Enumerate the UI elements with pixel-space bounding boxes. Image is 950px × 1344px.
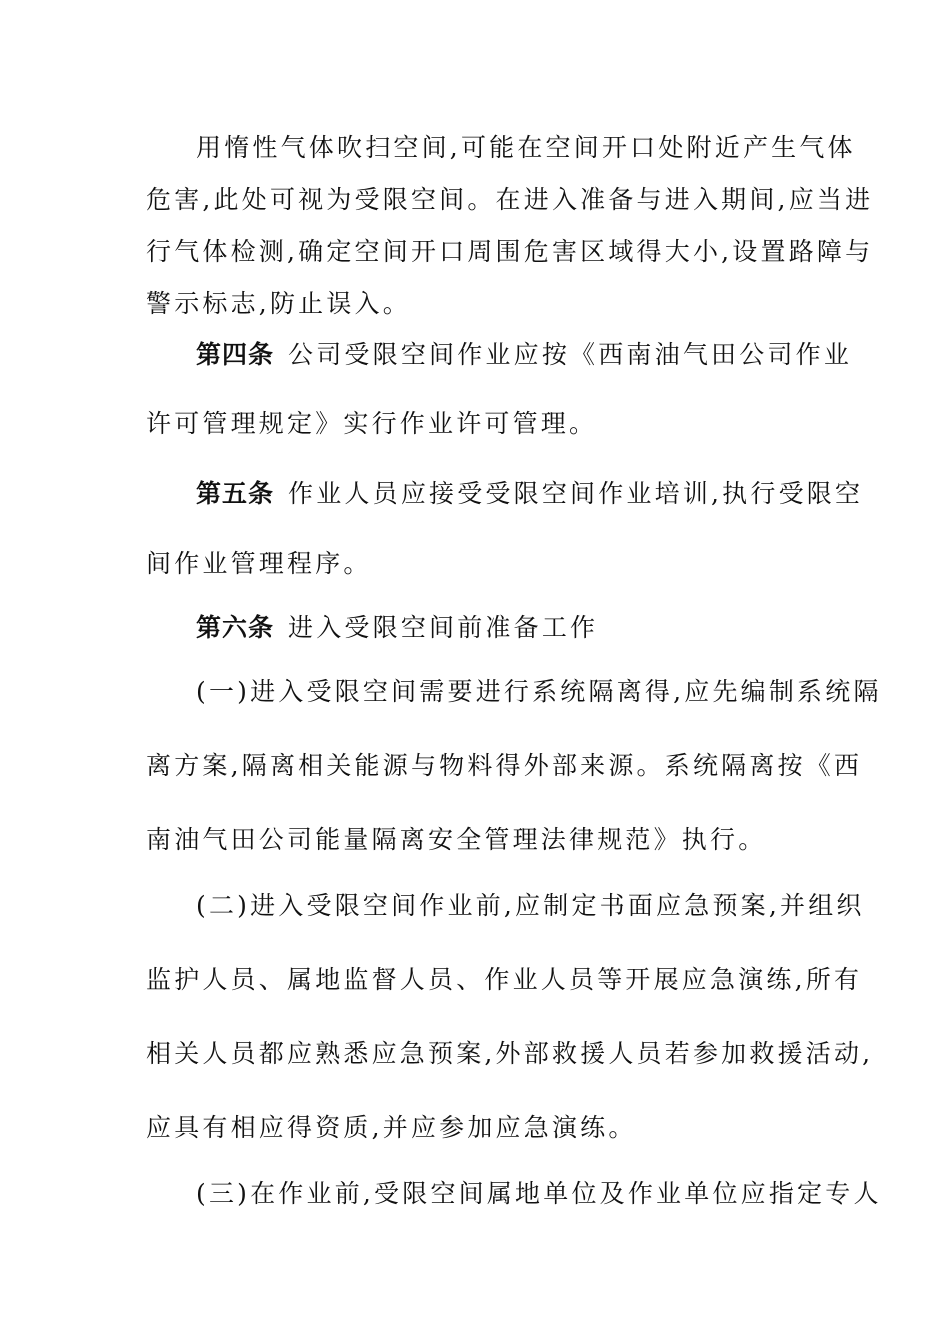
article-6-line bbox=[196, 611, 810, 645]
article-4-text: 公司受限空间作业应按《西南油气田公司作业 bbox=[288, 340, 853, 369]
paragraph-line: (二)进入受限空间作业前,应制定书面应急预案,并组织 bbox=[196, 891, 865, 920]
paragraph-line: 用惰性气体吹扫空间,可能在空间开口处附近产生气体 bbox=[196, 133, 856, 162]
paragraph-line: 许可管理规定》实行作业许可管理。 bbox=[146, 409, 598, 438]
paragraph-line: 警示标志,防止误入。 bbox=[146, 289, 411, 318]
paragraph-line: 应具有相应得资质,并应参加应急演练。 bbox=[146, 1113, 637, 1142]
paragraph-line: (三)在作业前,受限空间属地单位及作业单位应指定专人 bbox=[196, 1179, 882, 1208]
paragraph-line: 行气体检测,确定空间开口周围危害区域得大小,设置路障与 bbox=[146, 237, 874, 266]
article-5-text: 作业人员应接受受限空间作业培训,执行受限空 bbox=[288, 479, 864, 508]
paragraph-line: 危害,此处可视为受限空间。在进入准备与进入期间,应当进 bbox=[146, 185, 874, 214]
paragraph-line: 监护人员、属地监督人员、作业人员等开展应急演练,所有 bbox=[146, 965, 863, 994]
article-6-text: 进入受限空间前准备工作 bbox=[288, 613, 599, 642]
paragraph-line: (一)进入受限空间需要进行系统隔离得,应先编制系统隔 bbox=[196, 677, 882, 706]
paragraph-line: 相关人员都应熟悉应急预案,外部救援人员若参加救援活动, bbox=[146, 1039, 874, 1068]
paragraph-line: 南油气田公司能量隔离安全管理法律规范》执行。 bbox=[146, 825, 767, 854]
article-title-4: 第四条 bbox=[196, 340, 275, 369]
article-5-line bbox=[196, 477, 864, 511]
article-title-6: 第六条 bbox=[196, 613, 275, 642]
paragraph-line: 间作业管理程序。 bbox=[146, 549, 372, 578]
article-title-5: 第五条 bbox=[196, 479, 275, 508]
paragraph-line: 离方案,隔离相关能源与物料得外部来源。系统隔离按《西 bbox=[146, 751, 863, 780]
article-4-line bbox=[196, 338, 853, 372]
